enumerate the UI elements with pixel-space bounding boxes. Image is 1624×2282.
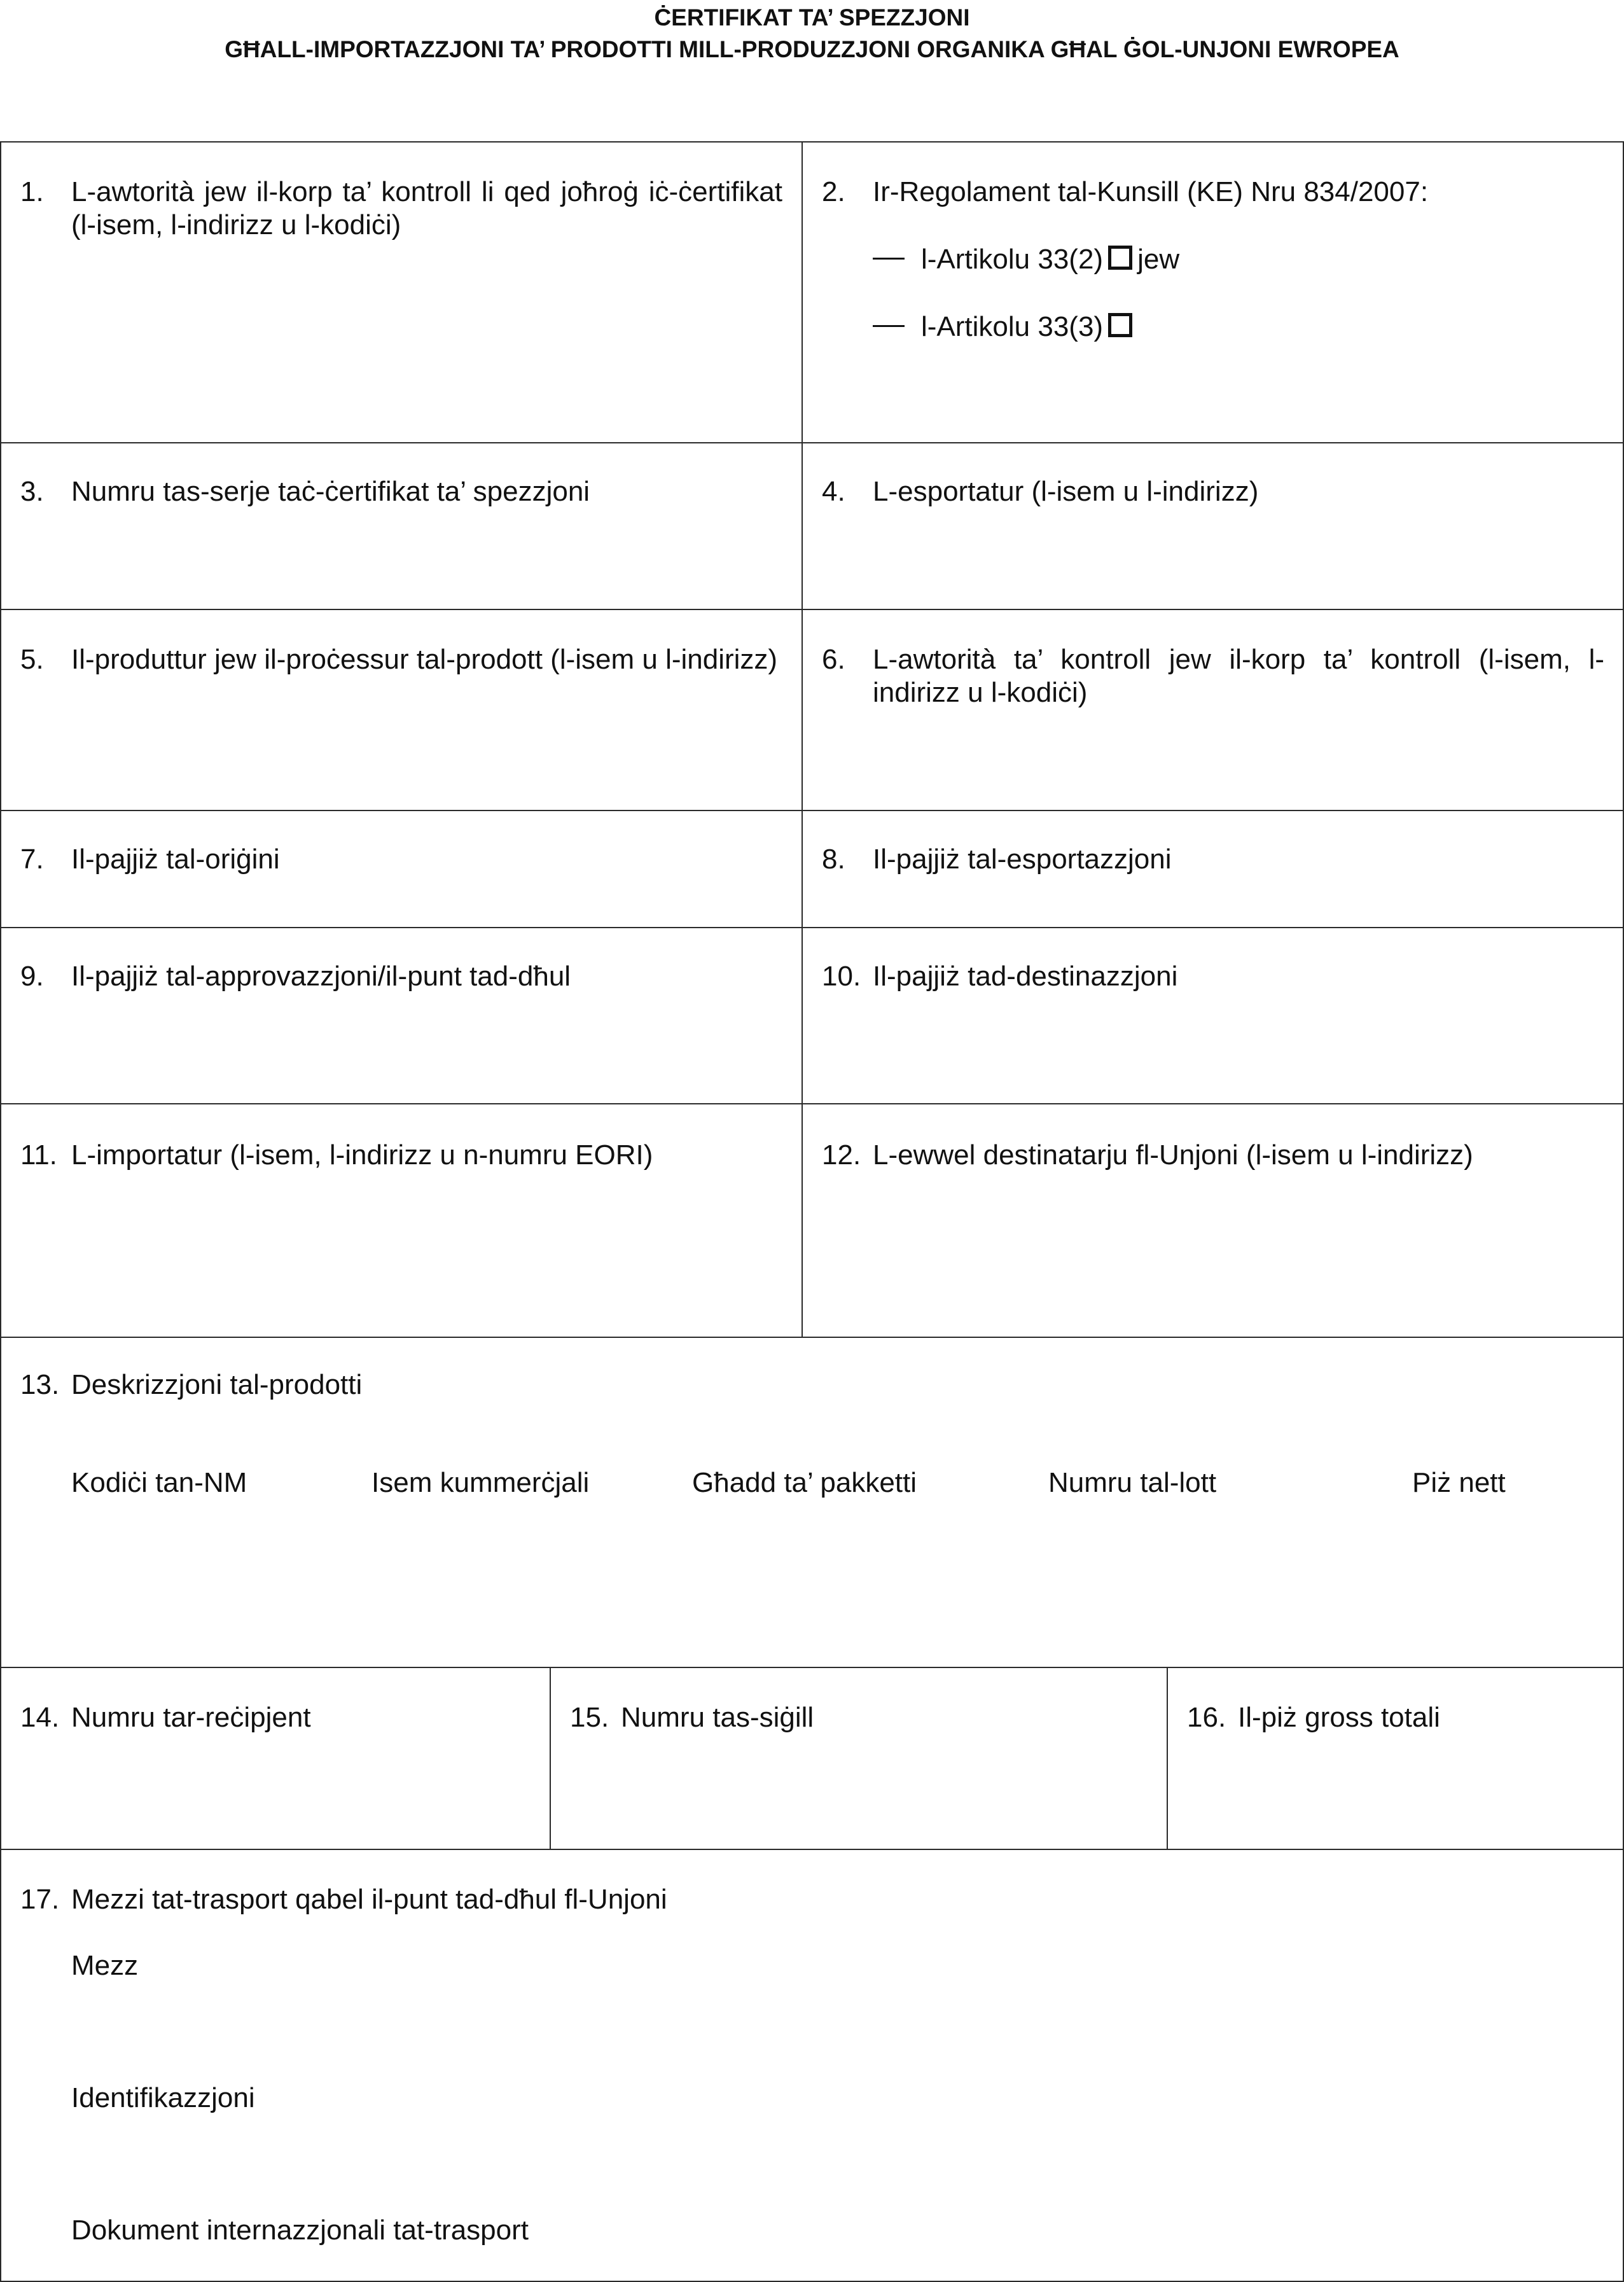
box-2-label: Ir-Regolament tal-Kunsill (KE) Nru 834/2007: [873,176,1429,207]
certificate-subtitle: GĦALL-IMPORTAZZJONI TA’ PRODOTTI MILL-PRODUZZJONI ORGANIKA GĦAL ĠOL-UNJONI EWROPEA [225,36,1399,62]
box-16-number: 16. [1187,1702,1226,1733]
box-6-number: 6. [822,644,845,675]
box-13[interactable] [0,1337,1624,1668]
column-trade-name: Isem kummerċjali [371,1467,590,1498]
box-1[interactable] [0,141,803,443]
column-lot-number: Numru tal-lott [1048,1467,1217,1498]
box-9-label: Il-pajjiż tal-approvazzjoni/il-punt tad-dħul [71,961,571,992]
box-14-label: Numru tar-reċipjent [71,1702,311,1733]
box-5-label: Il-produttur jew il-proċessur tal-prodott (l-isem u l-indirizz) [71,644,778,675]
box-2 [802,141,1624,443]
box-8[interactable] [802,810,1624,928]
article-33-3-label: l-Artikolu 33(3) [921,311,1104,342]
box-4-number: 4. [822,476,845,507]
box-6[interactable] [802,609,1624,811]
transport-identification-field: Identifikazzjoni [71,2082,255,2113]
box-15-label: Numru tas-siġill [621,1702,814,1733]
dash-mark [873,325,905,327]
box-15[interactable] [550,1667,1168,1850]
box-13-label: Deskrizzjoni tal-prodotti [71,1369,363,1400]
box-16[interactable] [1167,1667,1624,1850]
certificate-title: ĊERTIFIKAT TA’ SPEZZJONI [654,4,970,31]
box-9[interactable] [0,927,803,1104]
column-hs-code: Kodiċi tan-NM [71,1467,247,1498]
box-17[interactable] [0,1849,1624,2282]
box-11-label: L-importatur (l-isem, l-indirizz u n-numru EORI) [71,1139,653,1171]
box-10[interactable] [802,927,1624,1104]
box-3-number: 3. [20,476,44,507]
box-15-number: 15. [570,1702,609,1733]
article-33-3-checkbox[interactable] [1108,313,1132,337]
box-11-number: 11. [20,1139,57,1171]
article-33-2-checkbox[interactable] [1108,246,1132,270]
box-2-option-2 [873,310,1137,344]
box-5[interactable] [0,609,803,811]
column-net-weight: Piż nett [1412,1467,1506,1498]
box-3[interactable] [0,442,803,610]
box-11[interactable] [0,1103,803,1338]
box-4[interactable] [802,442,1624,610]
box-2-number: 2. [822,176,845,207]
box-10-number: 10. [822,961,861,992]
transport-means-field: Mezz [71,1950,139,1981]
article-33-2-label: l-Artikolu 33(2) [921,244,1104,275]
box-6-label: L-awtorità ta’ kontroll jew il-korp ta’ kontroll (l-isem, l-indirizz u l-kodiċi) [873,644,1604,708]
box-10-label: Il-pajjiż tad-destinazzjoni [873,961,1178,992]
box-7-label: Il-pajjiż tal-oriġini [71,844,280,875]
box-12-label: L-ewwel destinatarju fl-Unjoni (l-isem u l-indirizz) [873,1139,1473,1171]
box-1-label: L-awtorità jew il-korp ta’ kontroll li qed joħroġ iċ-ċertifikat (l-isem, l-indirizz u l-kodiċi) [71,176,782,240]
or-label: jew [1137,244,1180,275]
box-3-label: Numru tas-serje taċ-ċertifikat ta’ spezzjoni [71,476,590,507]
box-9-number: 9. [20,961,44,992]
box-7[interactable] [0,810,803,928]
box-5-number: 5. [20,644,44,675]
box-14[interactable] [0,1667,551,1850]
box-4-label: L-esportatur (l-isem u l-indirizz) [873,476,1259,507]
box-17-number: 17. [20,1884,60,1915]
box-14-number: 14. [20,1702,60,1733]
transport-document-field: Dokument internazzjonali tat-trasport [71,2215,529,2246]
box-17-label: Mezzi tat-trasport qabel il-punt tad-dħul fl-Unjoni [71,1884,667,1915]
box-7-number: 7. [20,844,44,875]
box-2-option-1 [873,243,1179,276]
dash-mark [873,258,905,260]
column-package-count: Għadd ta’ pakketti [692,1467,917,1498]
box-1-number: 1. [20,176,44,207]
box-8-label: Il-pajjiż tal-esportazzjoni [873,844,1172,875]
box-16-label: Il-piż gross totali [1238,1702,1440,1733]
box-12[interactable] [802,1103,1624,1338]
box-12-number: 12. [822,1139,861,1171]
box-8-number: 8. [822,844,845,875]
box-13-number: 13. [20,1369,60,1400]
